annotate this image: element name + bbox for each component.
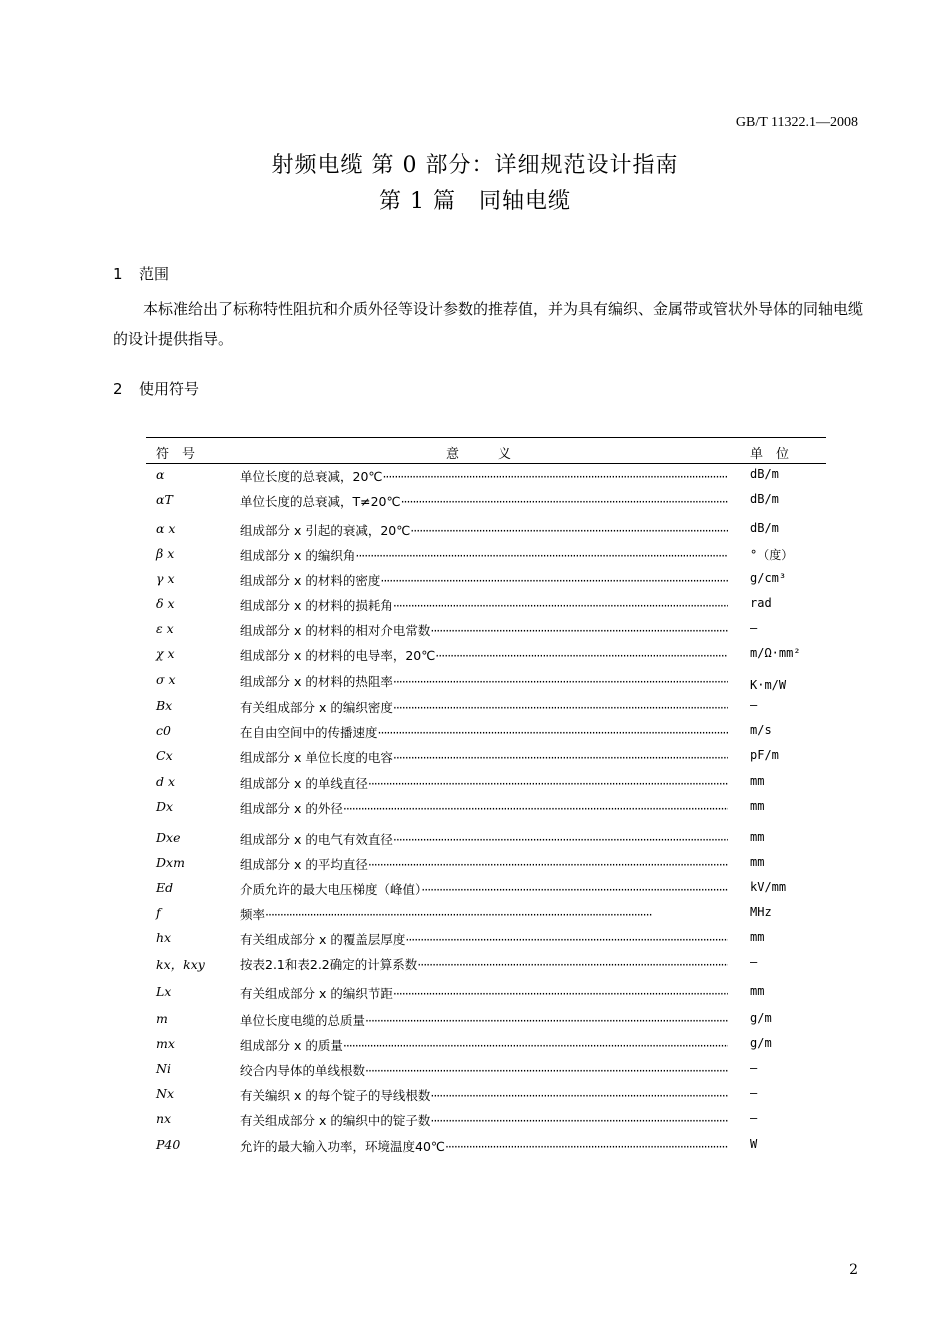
document-title: 射频电缆 第 0 部分：详细规范设计指南 <box>271 153 679 178</box>
unit-cell: mm <box>750 984 765 998</box>
unit-cell: mm <box>750 774 765 788</box>
meaning-cell: 组成部分 x 的编织角 ····· <box>240 546 728 564</box>
unit-cell: mm <box>750 830 765 844</box>
symbol-cell: Dxm <box>156 855 185 870</box>
symbol-cell: σ x <box>156 672 176 687</box>
symbol-cell: f <box>156 905 161 920</box>
unit-cell: dB/m <box>750 492 779 506</box>
symbol-cell: α x <box>156 521 176 536</box>
symbols-table <box>146 437 826 1154</box>
unit-cell: pF/m <box>750 748 779 762</box>
symbol-cell: Lx <box>156 984 172 999</box>
symbol-cell: P40 <box>156 1137 181 1152</box>
symbol-cell: mx <box>156 1036 175 1051</box>
meaning-cell: 组成部分 x 的材料的热阻率 ····· <box>240 672 728 690</box>
symbol-cell: δ x <box>156 596 175 611</box>
unit-cell: K·m/W <box>750 678 787 692</box>
meaning-cell: 组成部分 x 的材料的相对介电常数 ····· <box>240 621 728 639</box>
symbol-cell: c0 <box>156 723 171 738</box>
unit-cell: rad <box>750 596 772 610</box>
meaning-cell: 组成部分 x 的单线直径 ····· <box>240 774 728 792</box>
unit-cell: — <box>750 698 758 712</box>
meaning-cell: 按表2.1和表2.2确定的计算系数 ····· <box>240 955 728 973</box>
symbol-cell: Ni <box>156 1061 171 1076</box>
section-title: 使用符号 <box>139 380 200 398</box>
page-number: 2 <box>849 1262 858 1278</box>
meaning-cell: 有关组成部分 x 的编织节距 ····· <box>240 984 728 1002</box>
header-unit: 单 位 <box>750 447 790 462</box>
document-subtitle: 第 1 篇 同轴电缆 <box>379 189 571 214</box>
symbol-cell: γ x <box>156 571 175 586</box>
meaning-cell: 在自由空间中的传播速度 ····· <box>240 723 728 741</box>
meaning-cell: 绞合内导体的单线根数 ····· <box>240 1061 728 1079</box>
unit-cell: g/m <box>750 1036 772 1050</box>
header-symbol: 符 号 <box>156 447 196 462</box>
table-header <box>146 438 826 464</box>
meaning-cell: 有关组成部分 x 的编织中的锭子数 ····· <box>240 1111 728 1129</box>
section-2-heading <box>113 378 199 399</box>
meaning-cell: 组成部分 x 单位长度的电容 ····· <box>240 748 728 766</box>
symbol-cell: m <box>156 1011 168 1026</box>
unit-cell: dB/m <box>750 467 779 481</box>
meaning-cell: 单位长度电缆的总质量 ····· <box>240 1011 728 1029</box>
symbol-cell: αT <box>156 492 173 507</box>
section-1-heading <box>113 263 169 284</box>
unit-cell: kV/mm <box>750 880 787 894</box>
meaning-cell: 组成部分 x 的材料的电导率，20℃ ····· <box>240 646 728 664</box>
meaning-cell: 有关组成部分 x 的覆盖层厚度 ····· <box>240 930 728 948</box>
symbol-cell: Nx <box>156 1086 174 1101</box>
unit-cell: mm <box>750 855 765 869</box>
meaning-cell: 组成部分 x 的材料的损耗角 ····· <box>240 596 728 614</box>
meaning-cell: 允许的最大输入功率，环境温度40℃ ····· <box>240 1137 728 1155</box>
meaning-cell: 单位长度的总衰减，20℃ ····· <box>240 467 728 485</box>
unit-cell: MHz <box>750 905 772 919</box>
meaning-cell: 有关组成部分 x 的编织密度 ····· <box>240 698 728 716</box>
symbol-cell: β x <box>156 546 175 561</box>
symbol-cell: ε x <box>156 621 174 636</box>
unit-cell: mm <box>750 930 765 944</box>
unit-cell: g/m <box>750 1011 772 1025</box>
standard-code: GB/T 11322.1—2008 <box>735 115 858 130</box>
section-title: 范围 <box>139 265 170 283</box>
symbol-cell: χ x <box>156 646 175 661</box>
meaning-cell: 组成部分 x 的外径 ····· <box>240 799 728 817</box>
symbol-cell: Cx <box>156 748 173 763</box>
symbol-cell: nx <box>156 1111 172 1126</box>
meaning-cell: 组成部分 x 的平均直径 ····· <box>240 855 728 873</box>
unit-cell: m/Ω·mm² <box>750 646 801 660</box>
symbol-cell: hx <box>156 930 172 945</box>
header-meaning: 意 义 <box>446 447 512 462</box>
meaning-cell: 单位长度的总衰减，T≠20℃ ····· <box>240 492 728 510</box>
meaning-cell: 有关编织 x 的每个锭子的导线根数 ····· <box>240 1086 728 1104</box>
scope-paragraph: 本标准给出了标称特性阻抗和介质外径等设计参数的推荐值，并为具有编织、金属带或管状外导体的同轴电缆的设计提供指导。 <box>113 300 864 348</box>
symbol-cell: d x <box>156 774 176 789</box>
unit-cell: — <box>750 1111 758 1125</box>
meaning-cell: 组成部分 x 的材料的密度 ····· <box>240 571 728 589</box>
meaning-cell: 频率 ····· <box>240 905 728 923</box>
unit-cell: — <box>750 955 758 969</box>
symbol-cell: α <box>156 467 165 482</box>
unit-cell: mm <box>750 799 765 813</box>
unit-cell: — <box>750 1061 758 1075</box>
unit-cell: — <box>750 1086 758 1100</box>
symbol-cell: Dx <box>156 799 174 814</box>
symbol-cell: Bx <box>156 698 173 713</box>
symbol-cell: kx，kxy <box>156 957 205 972</box>
meaning-cell: 组成部分 x 的电气有效直径 ····· <box>240 830 728 848</box>
unit-cell: — <box>750 621 758 635</box>
unit-cell: °（度） <box>750 548 794 562</box>
unit-cell: m/s <box>750 723 772 737</box>
unit-cell: W <box>750 1137 758 1151</box>
symbol-cell: Ed <box>156 880 174 895</box>
unit-cell: g/cm³ <box>750 571 787 585</box>
symbol-cell: Dxe <box>156 830 181 845</box>
meaning-cell: 介质允许的最大电压梯度（峰值） ····· <box>240 880 728 898</box>
section-number: 2 <box>113 380 123 398</box>
meaning-cell: 组成部分 x 引起的衰减，20℃ ····· <box>240 521 728 539</box>
meaning-cell: 组成部分 x 的质量 ····· <box>240 1036 728 1054</box>
section-number: 1 <box>113 265 123 283</box>
unit-cell: dB/m <box>750 521 779 535</box>
